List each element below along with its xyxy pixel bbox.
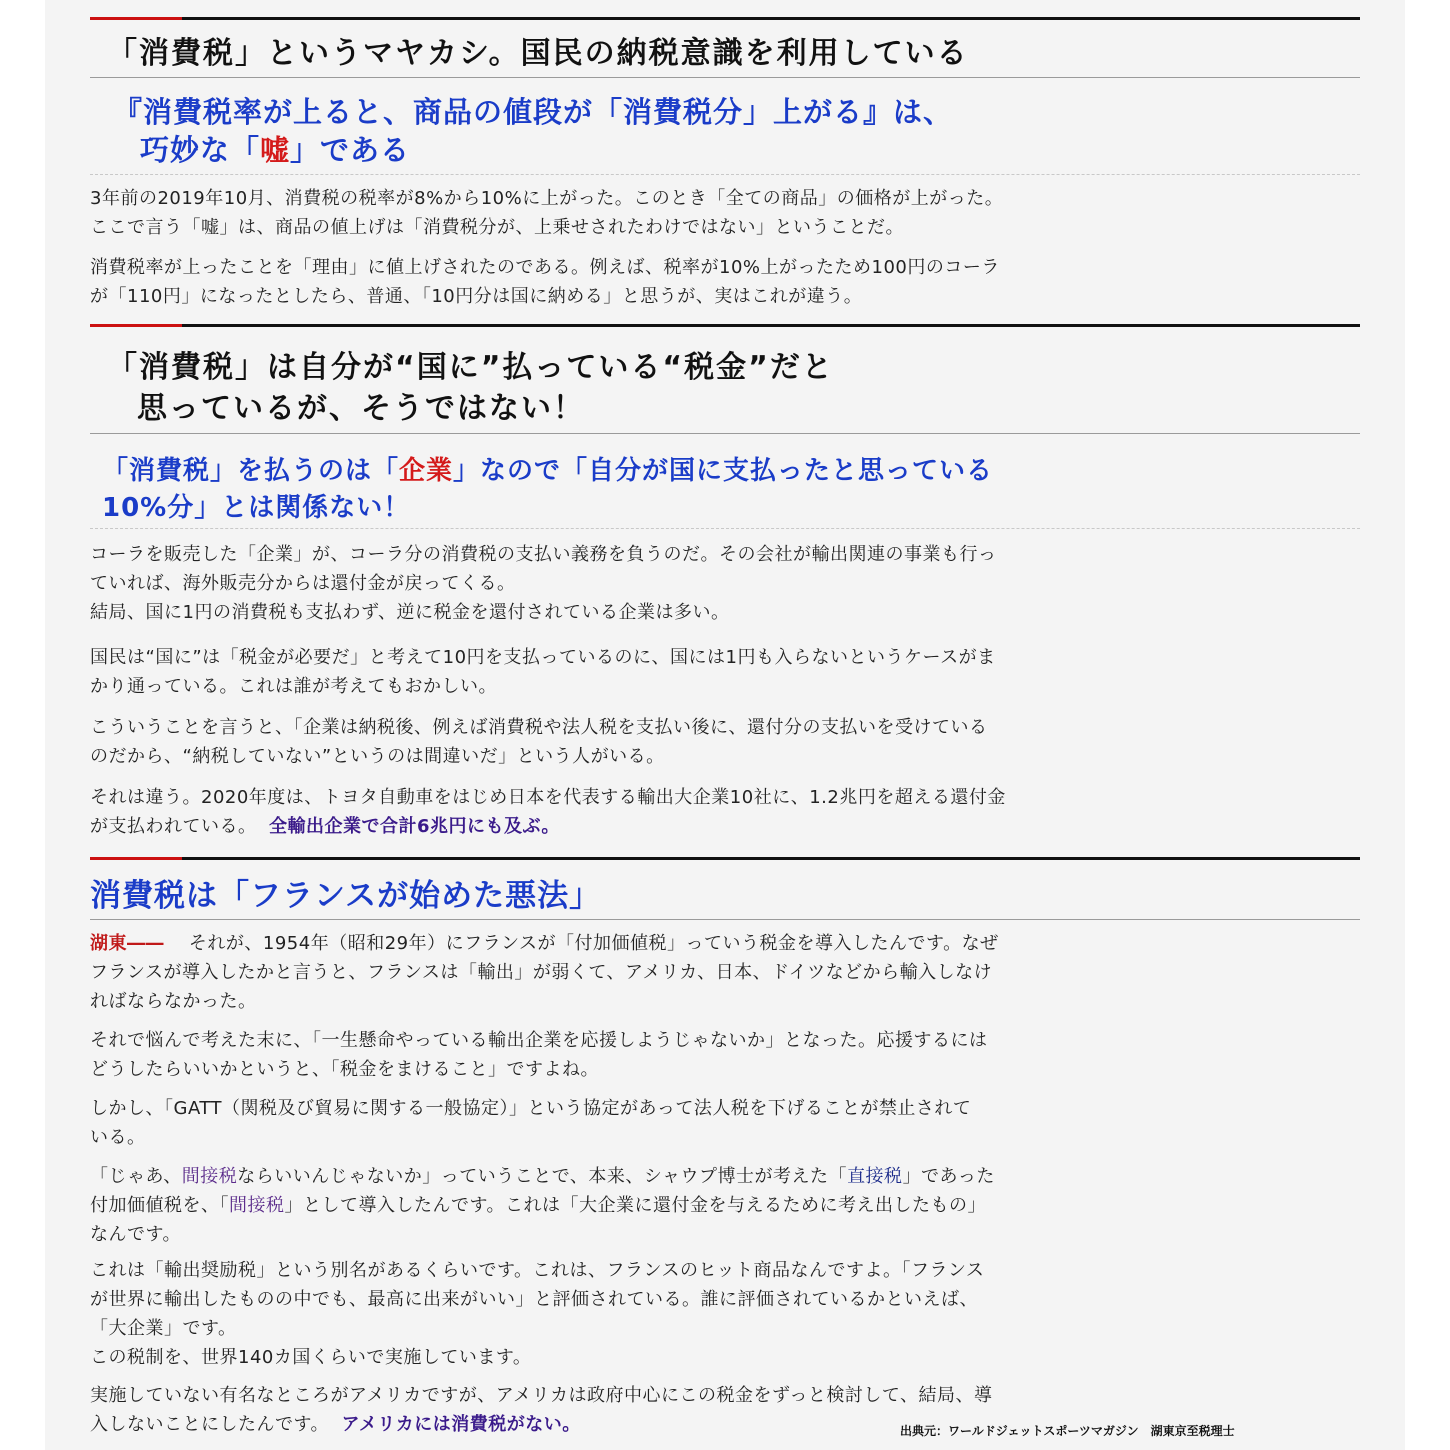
section-3-paragraph-1: 湖東―― それが、1954年（昭和29年）にフランスが「付加価値税」っていう税金を導入したんです。なぜ フランスが導入したかと言うと、フランスは「輸出」が弱くて、アメリカ、日本、ドイツなどから輸入しなけ ればならなかった。 — [90, 933, 999, 1012]
section-3-paragraph-2: それで悩んで考えた末に、「一生懸命やっている輸出企業を応援しようじゃないか」となった。応援するには どうしたらいいかというと、「税金をまけること」ですよね。 — [90, 1030, 988, 1080]
section-1-subheading-line-1: 『消費税率が上ると、商品の値段が「消費税分」上がる』は、 — [113, 95, 954, 129]
section-2-subheading-line-1: 「消費税」を払うのは「企業」なので「自分が国に支払ったと思っている — [102, 456, 994, 486]
section-2-heading-line-1: 「消費税」は自分が“国に”払っている“税金”だと — [107, 350, 834, 385]
company-word: 企業 — [399, 456, 454, 486]
no-consumption-tax-highlight: アメリカには消費税がない。 — [341, 1414, 581, 1435]
section-3-paragraph-4: 「じゃあ、間接税ならいいんじゃないか」っていうことで、本来、シャウプ博士が考えた「直接税」であった 付加価値税を、「間接税」として導入したんです。これは「大企業に還付金を与えるために考え出したもの」 なんです。 — [90, 1166, 995, 1245]
section-1-paragraph-1: 3年前の2019年10月、消費税の税率が8%から10%に上がった。このとき「全ての商品」の価格が上がった。 ここで言う「嘘」は、商品の値上げは「消費税分が、上乗せされたわけではない」ということだ。 — [90, 188, 1004, 238]
six-trillion-highlight: 全輸出企業で合計6兆円にも及ぶ。 — [268, 816, 560, 837]
section-1-heading-rule — [90, 77, 1360, 78]
section-3-top-rule — [90, 857, 1360, 860]
section-3-paragraph-5: これは「輸出奨励税」という別名があるくらいです。これは、フランスのヒット商品なんですよ。「フランス が世界に輸出したものの中でも、最高に出来がいい」と評価されている。誰に評価されているかといえば、 「大企業」です。 この税制を、世界140カ国くらいで実施しています。 — [90, 1260, 985, 1368]
section-3-heading: 消費税は「フランスが始めた悪法」 — [90, 878, 602, 914]
direct-tax-term: 直接税 — [847, 1166, 903, 1187]
section-2-paragraph-4: それは違う。2020年度は、トヨタ自動車をはじめ日本を代表する輸出大企業10社に、1.2兆円を超える還付金 が支払われている。 全輸出企業で合計6兆円にも及ぶ。 — [90, 787, 1006, 837]
section-2-paragraph-1: コーラを販売した「企業」が、コーラ分の消費税の支払い義務を負うのだ。その会社が輸出関連の事業も行っ ていれば、海外販売分からは還付金が戻ってくる。 結局、国に1円の消費税も支払わず、逆に税金を還付されている企業は多い。 — [90, 544, 997, 623]
lie-word: 嘘 — [260, 133, 291, 167]
indirect-tax-term: 間接税 — [181, 1166, 238, 1187]
section-2-sub-rule — [90, 528, 1360, 529]
section-2-paragraph-2: 国民は“国に”は「税金が必要だ」と考えて10円を支払っているのに、国には1円も入らないというケースがま かり通っている。これは誰が考えてもおかしい。 — [90, 647, 996, 697]
section-1-paragraph-2: 消費税率が上ったことを「理由」に値上げされたのである。例えば、税率が10%上がったため100円のコーラ が「110円」になったとしたら、普通、「10円分は国に納める」と思うが、実はこれが違う。 — [90, 257, 1000, 307]
speaker-name: 湖東―― — [90, 933, 164, 954]
article-page — [45, 0, 1405, 1450]
section-1-sub-rule — [90, 174, 1360, 175]
section-2-paragraph-3: こういうことを言うと、「企業は納税後、例えば消費税や法人税を支払い後に、還付分の支払いを受けている のだから、“納税していない”というのは間違いだ」という人がいる。 — [90, 717, 988, 767]
indirect-tax-term-2: 間接税 — [229, 1195, 285, 1216]
source-credit: 出典元：ワールドジェットスポーツマガジン 湖東京至税理士 — [900, 1424, 1235, 1438]
section-3-heading-rule — [90, 919, 1360, 920]
section-2-subheading-line-2: 10%分」とは関係ない！ — [102, 493, 411, 523]
section-2-heading-line-2: 思っているが、そうではない！ — [137, 391, 585, 426]
section-3-paragraph-3: しかし、「GATT（関税及び貿易に関する一般協定）」という協定があって法人税を下げることが禁止されて いる。 — [90, 1098, 972, 1148]
section-3-paragraph-6: 実施していない有名なところがアメリカですが、アメリカは政府中心にこの税金をずっと検討して、結局、導 入しないことにしたんです。 アメリカには消費税がない。 — [90, 1385, 993, 1435]
section-2-top-rule — [90, 324, 1360, 327]
section-1-heading: 「消費税」というマヤカシ。国民の納税意識を利用している — [107, 36, 969, 71]
section-1-top-rule — [90, 17, 1360, 20]
section-1-subheading-line-2: 巧妙な「嘘」である — [140, 133, 411, 167]
section-2-heading-rule — [90, 433, 1360, 434]
